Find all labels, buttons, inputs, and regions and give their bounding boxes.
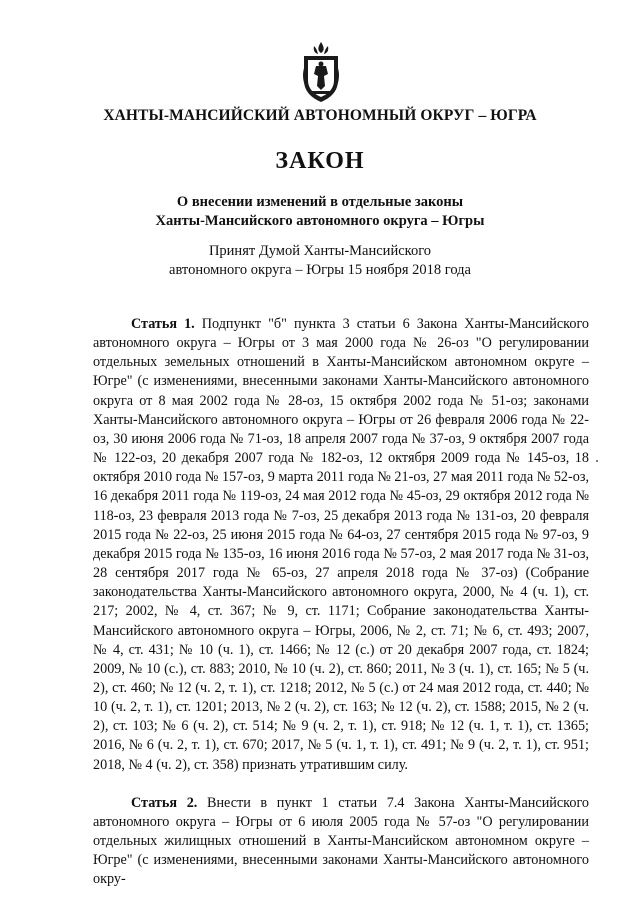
- article-text: Подпункт "б" пункта 3 статьи 6 Закона Ханты-Мансийского автономного округа – Югры от 3 мая 2000 года № 26-оз "О регулировании отдельных земельных отношений в Ханты-Мансийском автономном округе – Югре" (с изменениями, внесенными законами Ханты-Мансийского автономного округа от 8 мая 2002 года № 28-оз, 15 октября 2002 года № 51-оз; законами Ханты-Мансийского автономного округа – Югры от 26 февраля 2006 года № 22-оз, 30 июня 2006 года № 71-оз, 18 апреля 2007 года № 37-оз, 9 октября 2007 года № 122-оз, 20 декабря 2007 года № 182-оз, 12 октября 2009 года № 145-оз, 18 октября 2010 года № 157-оз, 9 марта 2011 года № 21-оз, 27 мая 2011 года № 52-оз, 16 декабря 2011 года № 119-оз, 24 мая 2012 года № 45-оз, 29 октября 2012 года № 118-оз, 23 февраля 2013 года № 7-оз, 25 декабря 2013 года № 131-оз, 20 февраля 2015 года № 22-оз, 25 июня 2015 года № 64-оз, 27 сентября 2015 года № 97-оз, 9 декабря 2015 года № 135-оз, 16 июня 2016 года № 57-оз, 2 мая 2017 года № 31-оз, 28 сентября 2017 года № 65-оз, 27 апреля 2018 года № 37-оз) (Собрание законодательства Ханты-Мансийского автономного округа, 2000, № 4 (ч. 1), ст. 217; 2002, № 4, ст. 367; № 9, ст. 1171; Собрание законодательства Ханты-Мансийского автономного округа – Югры, 2006, № 2, ст. 71; № 6, ст. 493; 2007, № 4, ст. 431; № 10 (ч. 1), ст. 1466; № 12 (с.) от 20 декабря 2007 года, ст. 1824; 2009, № 10 (с.), ст. 883; 2010, № 10 (ч. 2), ст. 860; 2011, № 3 (ч. 1), ст. 165; № 5 (ч. 2), ст. 460; № 12 (ч. 2, т. 1), ст. 1218; 2012, № 5 (с.) от 24 мая 2012 года, ст. 440; № 10 (ч. 2, т. 1), ст. 1201; 2013, № 2 (ч. 2), ст. 163; № 12 (ч. 2), ст. 1588; 2015, № 2 (ч. 2), ст. 103; № 6 (ч. 2), ст. 514; № 9 (ч. 2, т. 1), ст. 918; № 12 (ч. 1, т. 1), ст. 1365; 2016, № 6 (ч. 2, т. 1), ст. 670; 2017, № 5 (ч. 1, т. 1), ст. 491; № 9 (ч. 2, т. 1), ст. 951; 2018, № 4 (ч. 2), ст. 358) признать утратившим силу.: [93, 316, 590, 773]
- scan-speck: [596, 460, 598, 462]
- article-label: Статья 1.: [131, 316, 195, 332]
- law-body: [93, 315, 589, 890]
- subtitle-line: О внесении изменений в отдельные законы: [176, 194, 464, 210]
- adoption-line: Принят Думой Ханты-Мансийского: [208, 243, 432, 259]
- adoption-line: автономного округа – Югры 15 ноября 2018 года: [169, 262, 471, 278]
- region-title: ХАНТЫ-МАНСИЙСКИЙ АВТОНОМНЫЙ ОКРУГ – ЮГРА: [103, 107, 537, 124]
- article-label: Статья 2.: [131, 794, 198, 811]
- article-paragraph: [93, 315, 589, 775]
- article-paragraph: [93, 794, 589, 890]
- adoption-note: [0, 242, 640, 280]
- coat-of-arms-icon: [298, 40, 344, 104]
- document-type-title: ЗАКОН: [275, 148, 365, 174]
- law-subtitle: [0, 193, 640, 231]
- subtitle-line: Ханты-Мансийского автономного округа – Югры: [155, 213, 485, 229]
- article-text: Внести в пункт 1 статьи 7.4 Закона Ханты-Мансийского автономного округа – Югры от 6 июля 2005 года № 57-оз "О регулировании отдельных жилищных отношений в Ханты-Мансийском автономном округе – Югре" (с изменениями, внесенными законами Ханты-Мансийского автономного окру-: [93, 794, 590, 888]
